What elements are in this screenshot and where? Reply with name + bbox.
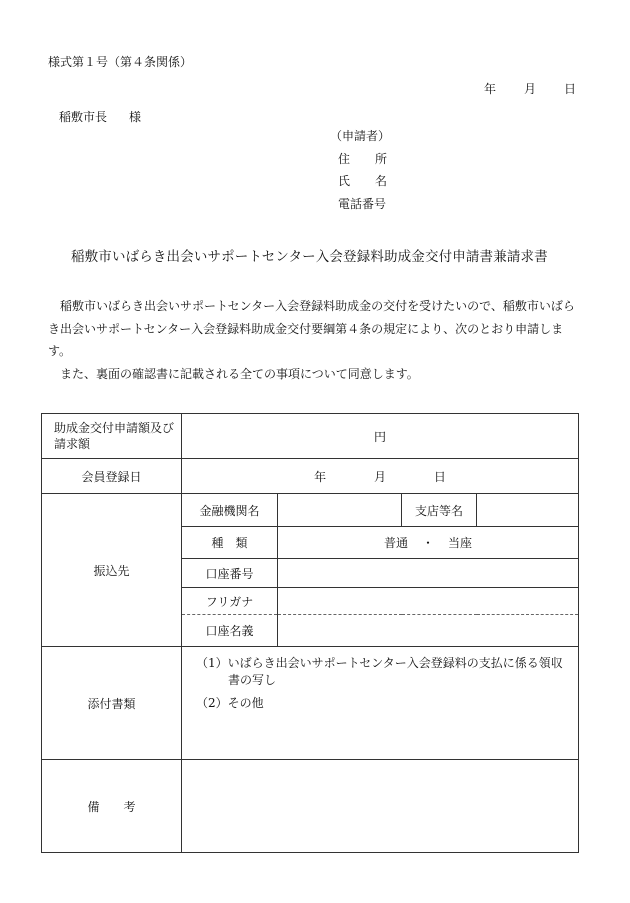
amount-label: 助成金交付申請額及び請求額 bbox=[42, 414, 182, 459]
account-no-field[interactable] bbox=[278, 559, 579, 588]
amount-field[interactable] bbox=[182, 414, 579, 459]
table-row bbox=[42, 459, 579, 494]
date-year: 年 bbox=[484, 82, 497, 96]
application-table bbox=[41, 413, 579, 853]
address-label: 住 所 bbox=[338, 151, 387, 166]
table-row bbox=[42, 760, 579, 853]
addressee bbox=[59, 108, 141, 125]
addressee-name: 稲敷市長 bbox=[59, 110, 108, 124]
name-label: 氏 名 bbox=[338, 174, 387, 188]
reg-date-label: 会員登録日 bbox=[42, 459, 182, 494]
branch-field[interactable] bbox=[477, 494, 579, 527]
addressee-honorific: 様 bbox=[129, 110, 142, 124]
reg-day: 日 bbox=[433, 469, 446, 484]
body-paragraph-1: 稲敷市いばらき出会いサポートセンター入会登録料助成金の交付を受けたいので、稲敷市いばらき出会いサポートセンター入会登録料助成金交付要綱第４条の規定により、次のとおり申請します。 bbox=[48, 299, 575, 358]
date-day: 日 bbox=[563, 82, 576, 96]
account-name-field[interactable] bbox=[278, 615, 579, 647]
form-number: 様式第１号（第４条関係） bbox=[48, 55, 193, 69]
remarks-field[interactable] bbox=[182, 760, 579, 853]
body-text bbox=[48, 295, 584, 385]
phone-label: 電話番号 bbox=[338, 196, 387, 211]
applicant-block bbox=[330, 128, 390, 218]
document-title: 稲敷市いばらき出会いサポートセンター入会登録料助成金交付申請書兼請求書 bbox=[71, 249, 548, 265]
table-row bbox=[42, 647, 579, 760]
reg-year: 年 bbox=[314, 469, 327, 484]
attachment-item-1: （1）いばらき出会いサポートセンター入会登録料の支払に係る領収書の写し bbox=[196, 656, 563, 687]
table-row bbox=[42, 494, 579, 527]
furigana-label: フリガナ bbox=[182, 588, 278, 615]
branch-label: 支店等名 bbox=[402, 494, 477, 527]
body-paragraph-2: また、裏面の確認書に記載される全ての事項について同意します。 bbox=[60, 366, 419, 381]
kind-ordinary[interactable]: 普通 bbox=[383, 536, 408, 550]
account-no-label: 口座番号 bbox=[182, 559, 278, 588]
reg-month: 月 bbox=[374, 469, 387, 484]
remarks-label bbox=[42, 760, 182, 853]
attachment-item-2: （2）その他 bbox=[196, 696, 264, 710]
attachments-list bbox=[182, 647, 579, 760]
amount-unit: 円 bbox=[374, 429, 387, 444]
kind-separator: ・ bbox=[422, 536, 435, 550]
applicant-heading: （申請者） bbox=[330, 129, 391, 143]
furigana-field[interactable] bbox=[278, 588, 579, 615]
kind-current[interactable]: 当座 bbox=[448, 536, 473, 550]
attachments-label: 添付書類 bbox=[42, 647, 182, 760]
bank-field[interactable] bbox=[278, 494, 402, 527]
kind-label: 種 類 bbox=[182, 527, 278, 559]
table-row bbox=[42, 414, 579, 459]
remarks-label-char-1: 備 bbox=[87, 799, 100, 814]
date-month: 月 bbox=[523, 82, 536, 96]
bank-label: 金融機関名 bbox=[182, 494, 278, 527]
remarks-label-char-2: 考 bbox=[123, 799, 136, 814]
submission-date bbox=[484, 80, 576, 97]
kind-field[interactable] bbox=[278, 527, 579, 559]
reg-date-field[interactable] bbox=[182, 459, 579, 494]
account-name-label: 口座名義 bbox=[182, 615, 278, 647]
transfer-label: 振込先 bbox=[42, 494, 182, 647]
